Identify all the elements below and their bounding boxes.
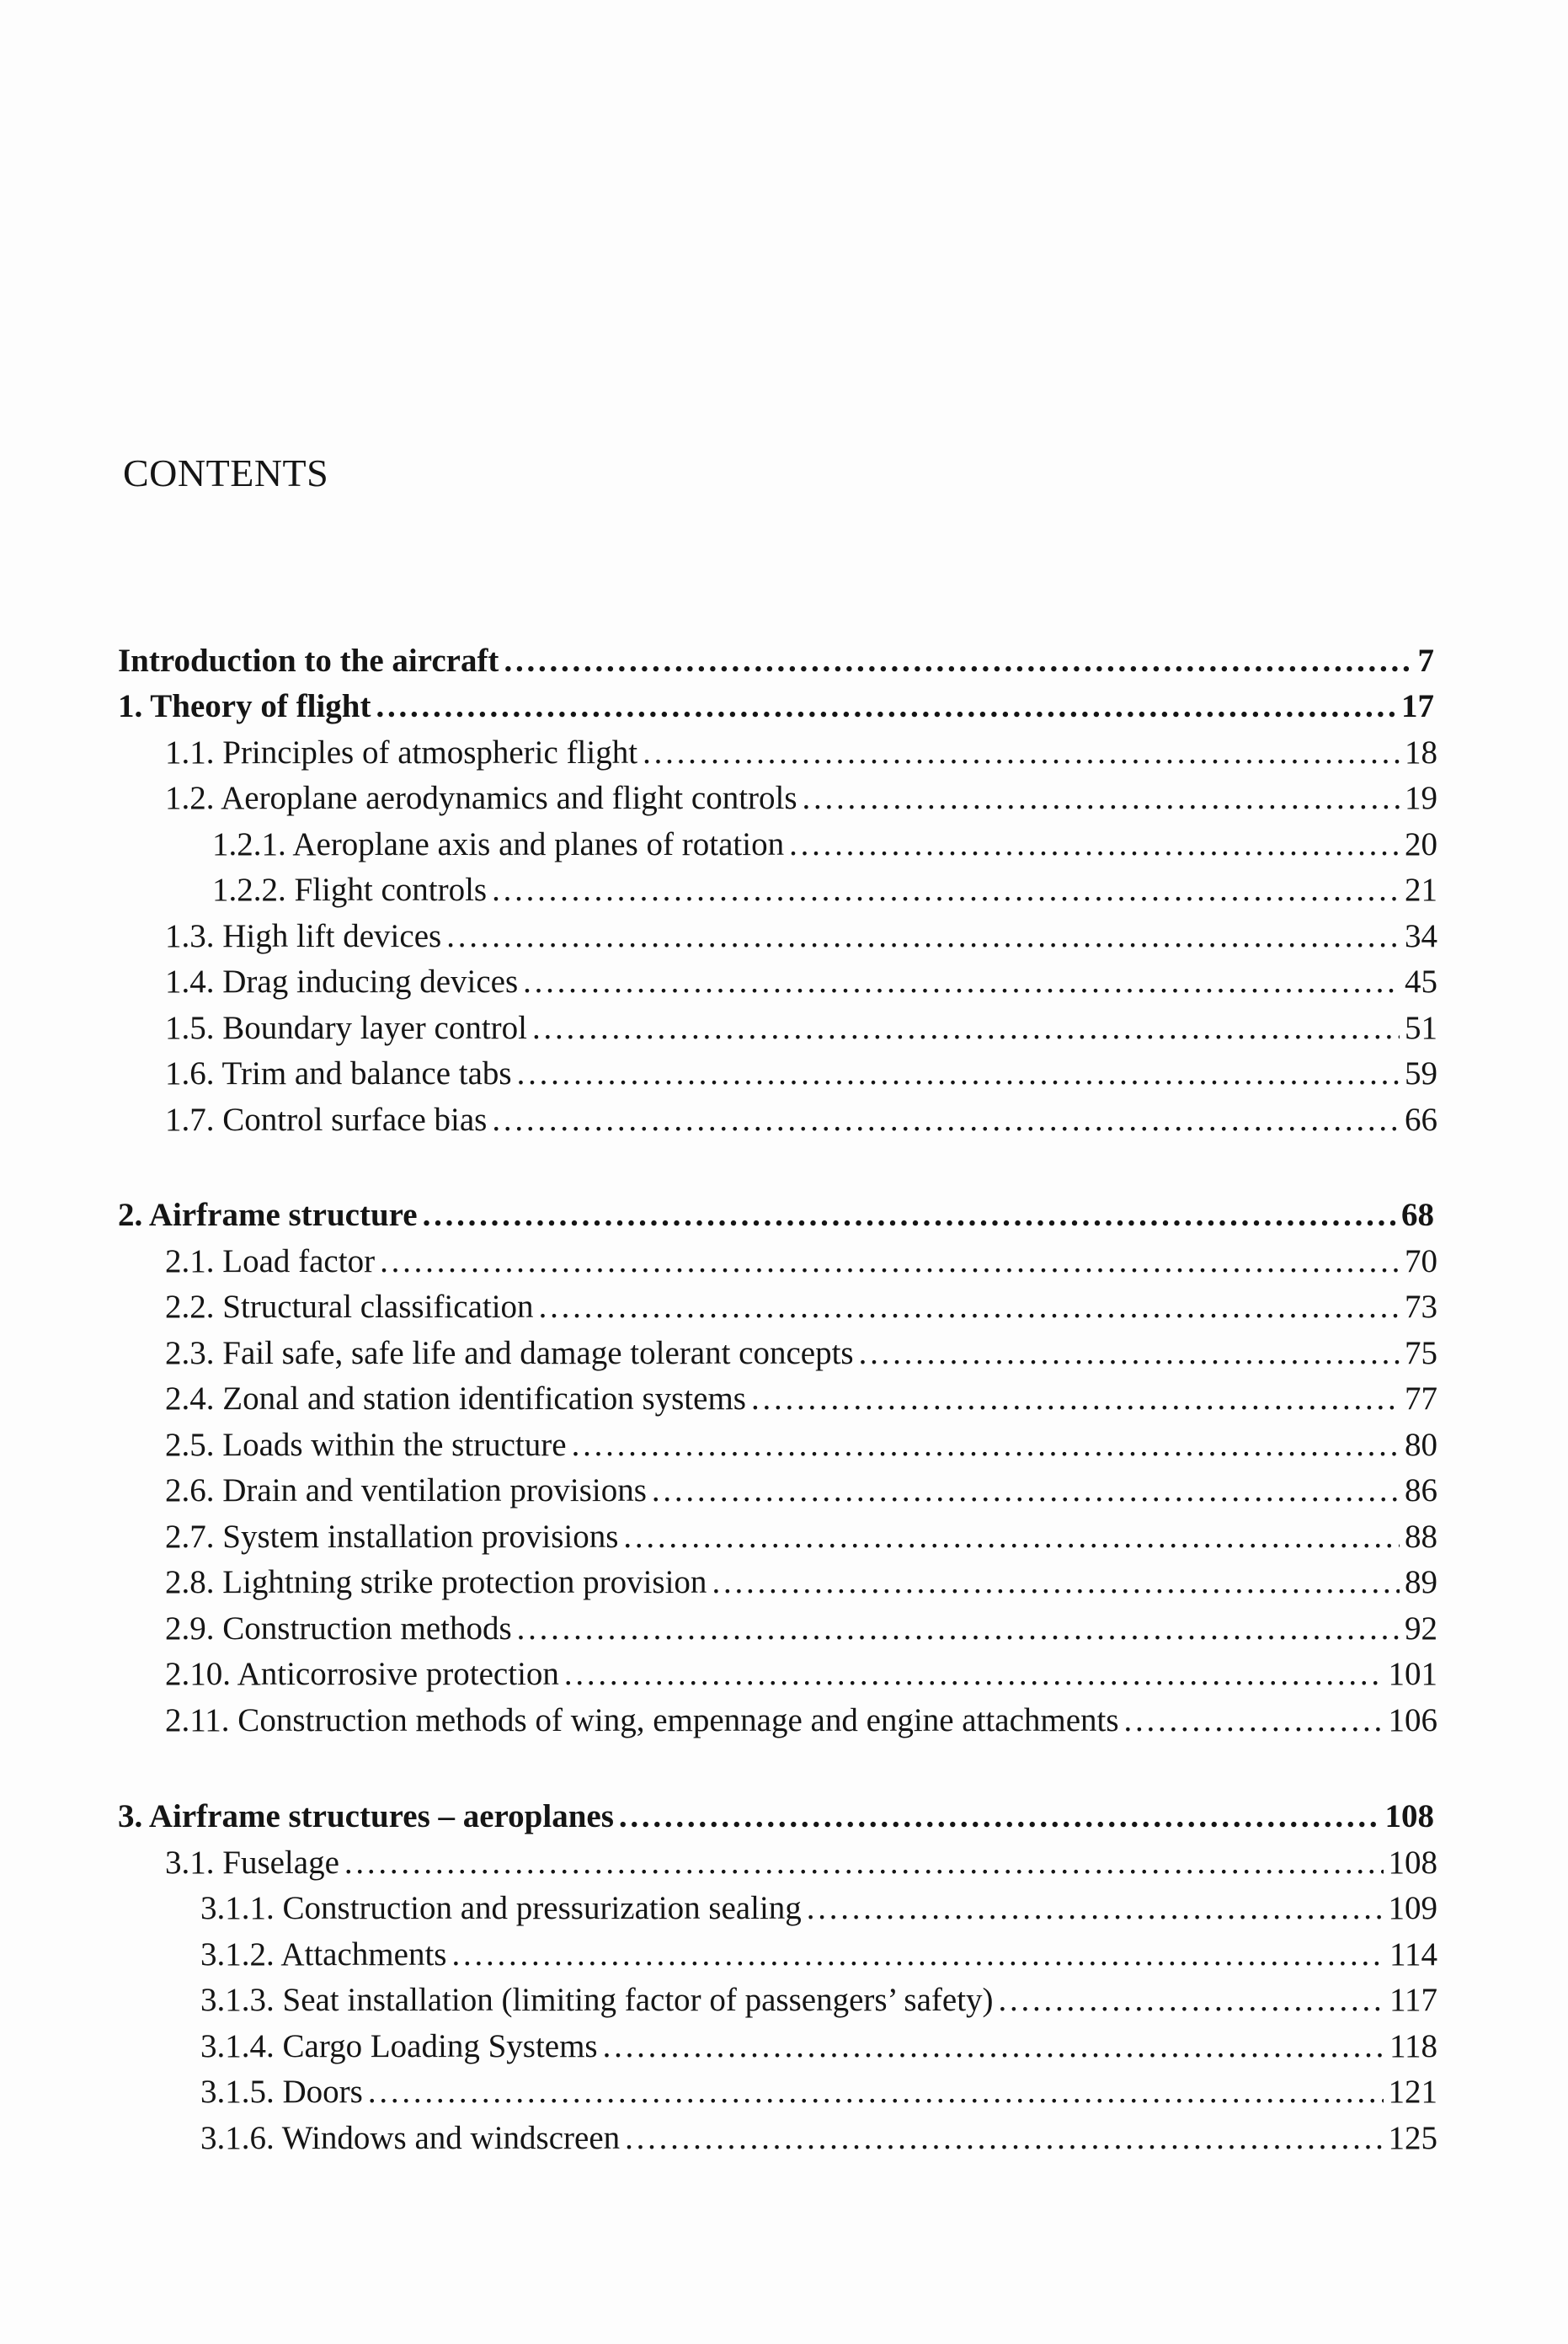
dot-leader xyxy=(803,775,1400,822)
toc-entry xyxy=(165,1284,1437,1331)
toc-entry xyxy=(165,1238,1437,1285)
toc-entry-page-number: 88 xyxy=(1405,1519,1437,1555)
toc-entry-page-number: 20 xyxy=(1405,826,1437,862)
toc-entry-title: 1.2. Aeroplane aerodynamics and flight controls xyxy=(165,780,797,816)
dot-leader xyxy=(751,1375,1400,1423)
toc-entry-page-number: 92 xyxy=(1405,1610,1437,1647)
toc-entry xyxy=(165,775,1437,822)
toc-entry xyxy=(200,2023,1437,2070)
dot-leader xyxy=(807,1885,1384,1932)
dot-leader xyxy=(789,821,1400,868)
toc-entry-page-number: 18 xyxy=(1405,734,1437,771)
toc-entry xyxy=(165,913,1437,960)
toc-entry-title: 2.8. Lightning strike protection provision xyxy=(165,1564,707,1600)
toc-entry xyxy=(165,1467,1437,1514)
dot-leader xyxy=(523,958,1400,1006)
toc-entry-page-number: 7 xyxy=(1417,643,1434,679)
toc-entry-page-number: 75 xyxy=(1405,1335,1437,1371)
toc-entry xyxy=(212,821,1437,868)
dot-leader xyxy=(619,1793,1380,1840)
toc-entry-title: 1.1. Principles of atmospheric flight xyxy=(165,734,638,771)
toc-entry-page-number: 21 xyxy=(1405,872,1437,908)
toc-entry-title: 1. Theory of flight xyxy=(118,688,371,724)
toc-entry-title: 1.7. Control surface bias xyxy=(165,1102,488,1138)
toc-entry-page-number: 80 xyxy=(1405,1427,1437,1463)
dot-leader xyxy=(652,1467,1400,1514)
dot-leader xyxy=(712,1559,1400,1606)
dot-leader xyxy=(539,1284,1400,1331)
toc-entry-title: 1.5. Boundary layer control xyxy=(165,1010,527,1046)
toc-entry-page-number: 86 xyxy=(1405,1472,1437,1508)
toc-entry-page-number: 121 xyxy=(1388,2074,1437,2110)
toc-entry xyxy=(165,1005,1437,1052)
page-title: CONTENTS xyxy=(123,451,329,494)
dot-leader xyxy=(603,2023,1384,2070)
toc-entry-title: 3.1. Fuselage xyxy=(165,1845,339,1881)
toc-entry-page-number: 77 xyxy=(1405,1380,1437,1417)
toc-entry xyxy=(212,867,1437,914)
toc-entry xyxy=(165,1097,1437,1144)
toc-entry-page-number: 125 xyxy=(1388,2120,1437,2156)
toc-entry-title: 2.6. Drain and ventilation provisions xyxy=(165,1472,647,1508)
dot-leader xyxy=(859,1330,1400,1377)
toc-entry-title: 2. Airframe structure xyxy=(118,1197,418,1233)
toc-entry xyxy=(118,1192,1434,1239)
toc-entry-page-number: 70 xyxy=(1405,1243,1437,1279)
dot-leader xyxy=(643,729,1400,777)
toc-entry-title: 2.2. Structural classification xyxy=(165,1289,534,1325)
dot-leader xyxy=(423,1192,1396,1239)
toc-entry-page-number: 68 xyxy=(1401,1197,1434,1233)
toc-entry-page-number: 66 xyxy=(1405,1102,1437,1138)
toc-entry-title: 3.1.6. Windows and windscreen xyxy=(200,2120,621,2156)
toc-entry xyxy=(118,1793,1434,1840)
toc-entry-title: 2.4. Zonal and station identification systems xyxy=(165,1380,746,1417)
toc-entry xyxy=(165,1375,1437,1423)
toc-entry-page-number: 106 xyxy=(1388,1702,1437,1738)
toc-entry-page-number: 108 xyxy=(1384,1798,1434,1834)
dot-leader xyxy=(1124,1697,1384,1744)
dot-leader xyxy=(492,867,1400,914)
toc-entry-page-number: 108 xyxy=(1388,1845,1437,1881)
toc-entry xyxy=(165,1422,1437,1469)
toc-entry xyxy=(165,729,1437,777)
toc-entry-title: 2.9. Construction methods xyxy=(165,1610,512,1647)
toc-entry xyxy=(200,1977,1437,2024)
toc-entry-title: 1.2.1. Aeroplane axis and planes of rotation xyxy=(212,826,785,862)
toc-entry xyxy=(165,1839,1437,1887)
toc-entry-title: 2.1. Load factor xyxy=(165,1243,376,1279)
toc-entry-title: 3.1.3. Seat installation (limiting factor of passengers’ safety) xyxy=(200,1982,994,2018)
toc-entry-title: 2.11. Construction methods of wing, empennage and engine attachments xyxy=(165,1702,1119,1738)
dot-leader xyxy=(625,2115,1383,2162)
toc-entry-title: 3.1.2. Attachments xyxy=(200,1936,447,1973)
toc-entry-page-number: 101 xyxy=(1388,1656,1437,1692)
toc-entry xyxy=(200,2115,1437,2162)
toc-entry xyxy=(165,1559,1437,1606)
toc-entry-page-number: 34 xyxy=(1405,918,1437,954)
toc-entry-page-number: 51 xyxy=(1405,1010,1437,1046)
dot-leader xyxy=(368,2069,1384,2116)
toc-entry-title: 3.1.1. Construction and pressurization sealing xyxy=(200,1890,802,1926)
dot-leader xyxy=(376,683,1396,730)
dot-leader xyxy=(492,1097,1400,1144)
toc-entry xyxy=(165,1697,1437,1744)
dot-leader xyxy=(451,1931,1384,1978)
dot-leader xyxy=(517,1605,1400,1653)
toc-entry-title: 1.3. High lift devices xyxy=(165,918,442,954)
dot-leader xyxy=(504,638,1412,685)
dot-leader xyxy=(999,1977,1384,2024)
toc-entry xyxy=(118,638,1434,685)
toc-entry xyxy=(200,2069,1437,2116)
dot-leader xyxy=(446,913,1400,960)
toc-entry-page-number: 109 xyxy=(1388,1890,1437,1926)
toc-entry xyxy=(200,1931,1437,1978)
toc-entry-title: 2.7. System installation provisions xyxy=(165,1519,619,1555)
toc-entry-page-number: 73 xyxy=(1405,1289,1437,1325)
toc-entry xyxy=(165,1514,1437,1561)
toc-entry-title: 1.4. Drag inducing devices xyxy=(165,964,519,1000)
toc-entry-page-number: 59 xyxy=(1405,1055,1437,1092)
toc-entry-page-number: 19 xyxy=(1405,780,1437,816)
toc-entry-page-number: 45 xyxy=(1405,964,1437,1000)
toc-entry-page-number: 118 xyxy=(1389,2028,1437,2064)
dot-leader xyxy=(564,1651,1384,1698)
toc-entry xyxy=(165,958,1437,1006)
dot-leader xyxy=(623,1514,1400,1561)
dot-leader xyxy=(344,1839,1384,1887)
toc-entry xyxy=(165,1651,1437,1698)
toc-entry xyxy=(118,683,1434,730)
toc-entry-title: 2.3. Fail safe, safe life and damage tolerant concepts xyxy=(165,1335,854,1371)
toc-entry-page-number: 114 xyxy=(1389,1936,1437,1973)
dot-leader xyxy=(532,1005,1400,1052)
toc-entry xyxy=(165,1330,1437,1377)
dot-leader xyxy=(517,1050,1400,1097)
toc-entry-page-number: 89 xyxy=(1405,1564,1437,1600)
toc-entry xyxy=(165,1050,1437,1097)
toc-entry-page-number: 17 xyxy=(1401,688,1434,724)
toc-entry-title: 1.6. Trim and balance tabs xyxy=(165,1055,512,1092)
toc-entry-title: Introduction to the aircraft xyxy=(118,643,499,679)
toc-entry xyxy=(200,1885,1437,1932)
dot-leader xyxy=(572,1422,1400,1469)
toc-entry-title: 3.1.4. Cargo Loading Systems xyxy=(200,2028,598,2064)
toc-entry-title: 2.10. Anticorrosive protection xyxy=(165,1656,559,1692)
toc-entry-page-number: 117 xyxy=(1389,1982,1437,2018)
toc-entry-title: 2.5. Loads within the structure xyxy=(165,1427,567,1463)
toc-entry-title: 3.1.5. Doors xyxy=(200,2074,363,2110)
toc-entry-title: 3. Airframe structures – aeroplanes xyxy=(118,1798,614,1834)
toc-entry-title: 1.2.2. Flight controls xyxy=(212,872,488,908)
dot-leader xyxy=(380,1238,1400,1285)
toc-entry xyxy=(165,1605,1437,1653)
